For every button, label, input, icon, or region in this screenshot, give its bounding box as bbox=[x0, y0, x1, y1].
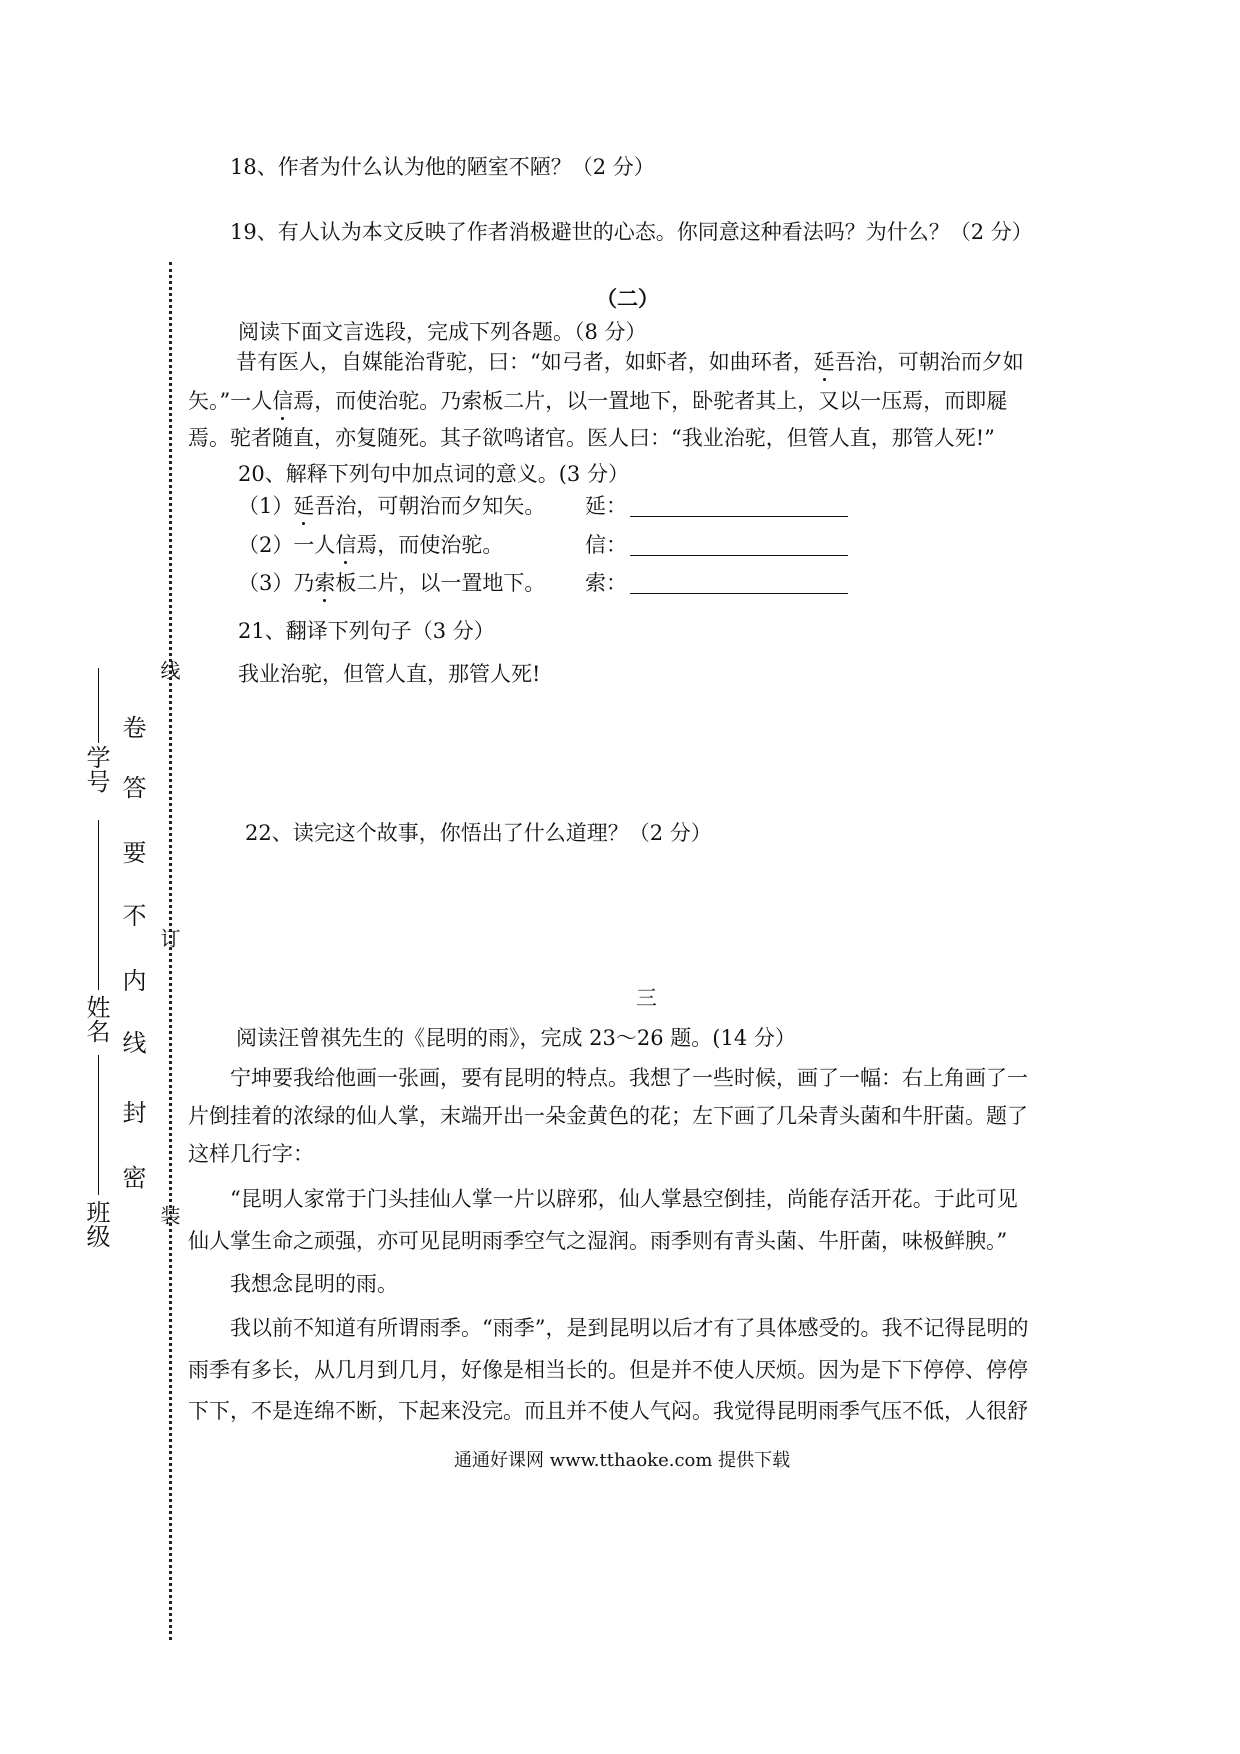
p3-line-1: 我以前不知道有所谓雨季。“雨季”，是到昆明以后才有了具体感受的。我不记得昆明的 bbox=[230, 1316, 1029, 1340]
name-label: 姓名 bbox=[82, 995, 110, 1043]
seal-char-feng: 封 bbox=[118, 1100, 146, 1124]
class-label: 班级 bbox=[82, 1200, 110, 1248]
p3-line-3: 下下，不是连绵不断，下起来没完。而且并不使人气闷。我觉得昆明雨季气压不低，人很舒 bbox=[188, 1399, 1028, 1423]
q20-label-3: 索： bbox=[585, 571, 627, 595]
dotted-word-yan: 延 bbox=[813, 350, 835, 374]
passage-line-1: 昔有医人，自媒能治背驼，曰：“如弓者，如虾者，如曲环者，延吾治，可朝治而夕如 bbox=[236, 350, 1024, 374]
q20-dot-word-3: 索 bbox=[314, 571, 336, 595]
seal-char-yao: 要 bbox=[118, 840, 146, 864]
id-label: 学号 bbox=[82, 745, 110, 793]
p1-line-3: 这样几行字： bbox=[188, 1142, 314, 1166]
binding-xian-mark: 线 bbox=[157, 660, 181, 680]
section-2-instruction: 阅读下面文言选段，完成下列各题。（8 分） bbox=[238, 320, 647, 344]
q20-dot-word-1: 延 bbox=[293, 494, 315, 518]
name-blank[interactable] bbox=[98, 820, 99, 990]
p1-line-1: 宁坤要我给他画一张画，要有昆明的特点。我想了一些时候，画了一幅：右上角画了一 bbox=[230, 1066, 1028, 1090]
p3-line-2: 雨季有多长，从几月到几月，好像是相当长的。但是并不使人厌烦。因为是下下停停、停停 bbox=[188, 1358, 1028, 1382]
binding-zhuang-mark: 装 bbox=[157, 1205, 181, 1225]
q20-answer-blank-1[interactable] bbox=[630, 515, 848, 517]
q20-label-2: 信： bbox=[585, 533, 627, 557]
seal-char-mi: 密 bbox=[118, 1165, 146, 1189]
section-3-heading: 三 bbox=[636, 986, 657, 1010]
question-19: 19、有人认为本文反映了作者消极避世的心态。你同意这种看法吗？为什么？（2 分） bbox=[230, 220, 1033, 244]
q20-item-2: （2）一人信焉，而使治驼。 bbox=[238, 533, 504, 557]
q20-answer-blank-3[interactable] bbox=[630, 592, 848, 594]
seal-char-xian: 线 bbox=[118, 1030, 146, 1054]
binding-dotted-line bbox=[169, 262, 172, 1640]
seal-char-da: 答 bbox=[118, 775, 146, 799]
quote-line-1: “昆明人家常于门头挂仙人掌一片以辟邪，仙人掌悬空倒挂，尚能存活开花。于此可见 bbox=[230, 1187, 1018, 1211]
section-3-instruction: 阅读汪曾祺先生的《昆明的雨》，完成 23～26 题。(14 分） bbox=[236, 1026, 796, 1050]
question-20: 20、解释下列句中加点词的意义。(3 分） bbox=[238, 462, 629, 486]
question-21: 21、翻译下列句子（3 分） bbox=[238, 619, 495, 643]
seal-char-bu: 不 bbox=[118, 903, 146, 927]
page-footer: 通通好课网 www.tthaoke.com 提供下载 bbox=[454, 1450, 791, 1471]
q20-item-1: （1）延吾治，可朝治而夕知矢。 bbox=[238, 494, 546, 518]
seal-char-juan: 卷 bbox=[118, 715, 146, 739]
binding-ding-mark: 订 bbox=[157, 928, 181, 948]
passage-line-3: 焉。驼者随直，亦复随死。其子欲鸣诸官。医人曰：“我业治驼，但管人直，那管人死!” bbox=[188, 426, 995, 450]
question-18: 18、作者为什么认为他的陋室不陋？（2 分） bbox=[230, 155, 655, 179]
id-blank[interactable] bbox=[98, 668, 99, 743]
section-2-heading: （二） bbox=[596, 286, 659, 311]
q20-answer-blank-2[interactable] bbox=[630, 554, 848, 556]
q20-item-3: （3）乃索板二片，以一置地下。 bbox=[238, 571, 546, 595]
class-blank[interactable] bbox=[98, 1055, 99, 1195]
q21-sentence: 我业治驼，但管人直，那管人死! bbox=[238, 662, 541, 686]
p1-line-2: 片倒挂着的浓绿的仙人掌，末端开出一朵金黄色的花；左下画了几朵青头菌和牛肝菌。题了 bbox=[188, 1104, 1028, 1128]
p2: 我想念昆明的雨。 bbox=[230, 1272, 398, 1296]
seal-char-nei: 内 bbox=[118, 968, 146, 992]
q20-dot-word-2: 信 bbox=[335, 533, 357, 557]
question-22: 22、读完这个故事，你悟出了什么道理？（2 分） bbox=[245, 821, 712, 845]
dotted-word-xin: 信 bbox=[272, 389, 294, 413]
quote-line-2: 仙人掌生命之顽强，亦可见昆明雨季空气之湿润。雨季则有青头菌、牛肝菌，味极鲜腴。” bbox=[188, 1229, 1008, 1253]
passage-line-2: 矢。”一人信焉，而使治驼。乃索板二片，以一置地下，卧驼者其上，又以一压焉，而即屣 bbox=[188, 389, 1008, 413]
q20-label-1: 延： bbox=[585, 494, 627, 518]
